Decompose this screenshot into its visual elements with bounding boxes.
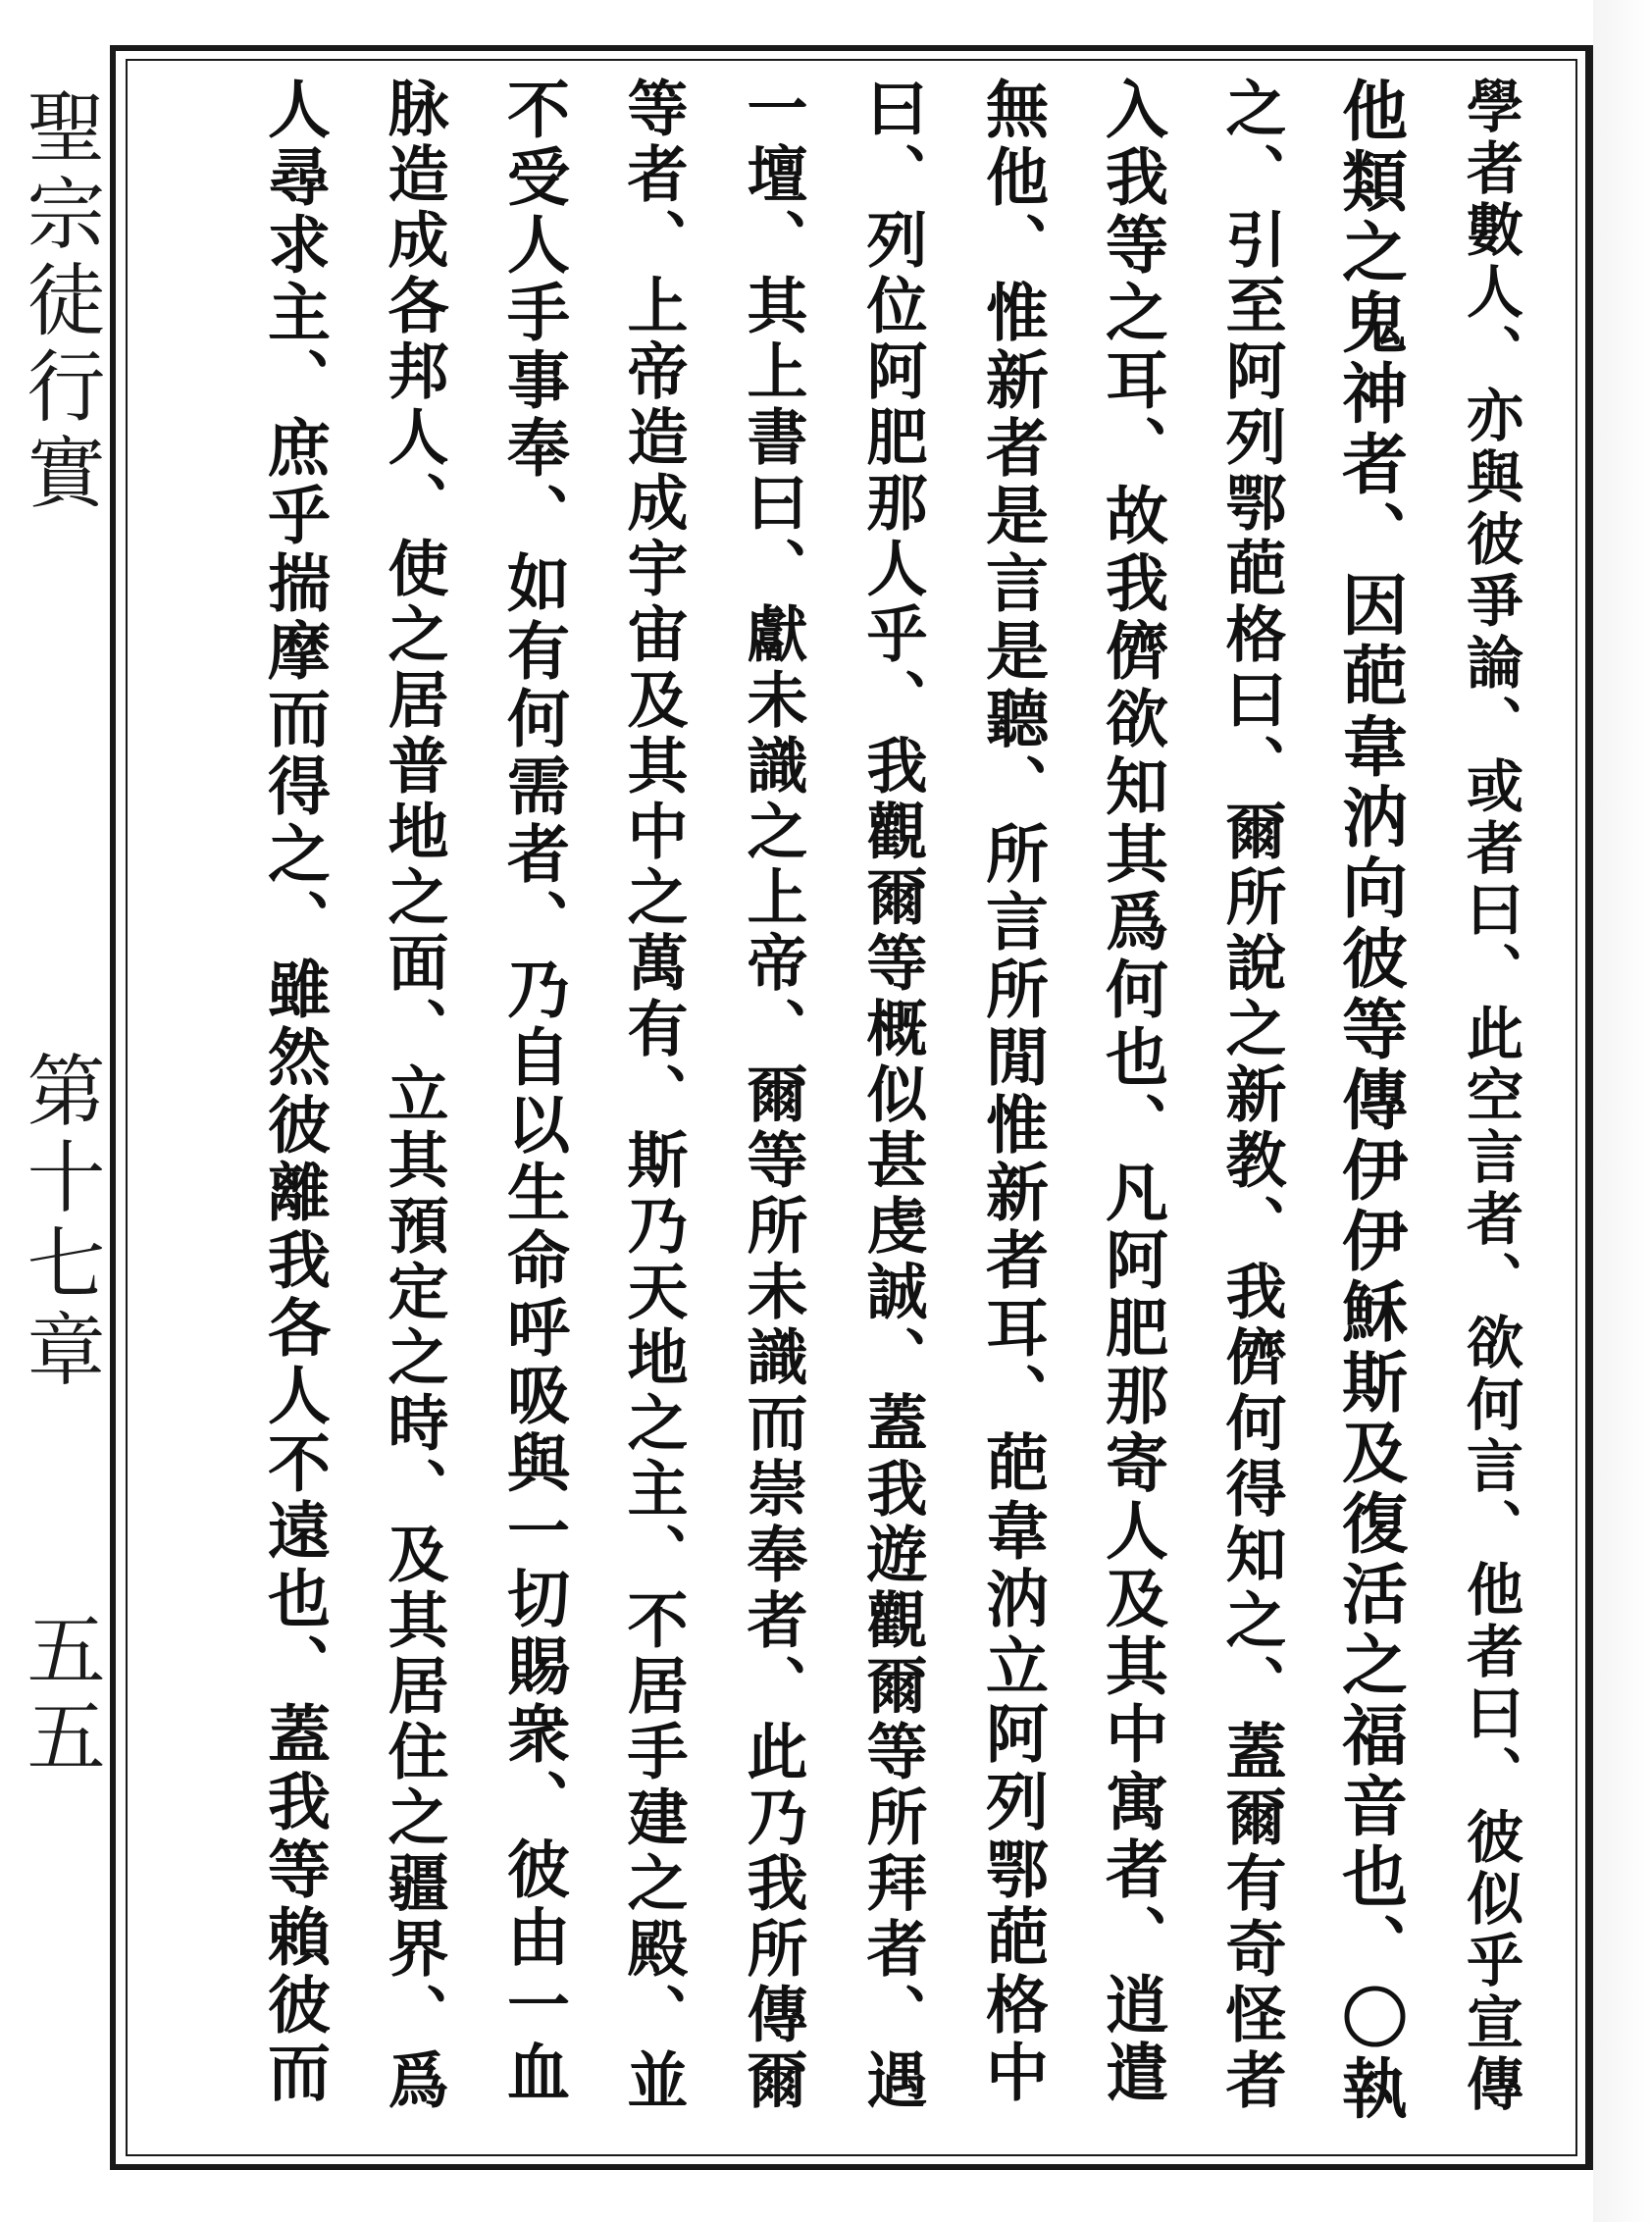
text-column-3: 之、引至阿列鄂葩格曰、爾所說之新教、我儕何得知之、蓋爾有奇怪者 [1215, 77, 1287, 2114]
text-column-11: 人尋求主、庶乎揣摩而得之、雖然彼離我各人不遠也、蓋我等賴彼而 [257, 77, 331, 2107]
text-column-5: 無他、惟新者是言是聽、所言所閒惟新者耳、葩韋汭立阿列鄂葩格中 [975, 77, 1049, 2107]
chapter-label: 第十七章 [14, 1050, 105, 1395]
text-column-2: 他類之鬼神者、因葩韋汭向彼等傳伊伊穌斯及復活之福音也、〇執 [1331, 77, 1410, 2125]
text-column-8: 等者、上帝造成宇宙及其中之萬有、斯乃天地之主、不居手建之殿、並 [617, 77, 689, 2114]
page-number: 五五 [14, 1609, 105, 1782]
page-edge-shade [1593, 0, 1652, 2222]
text-column-9: 不受人手事奉、如有何需者、乃自以生命呼吸與一切賜衆、彼由一血 [496, 77, 570, 2107]
main-text-block [147, 77, 1550, 2146]
text-column-6: 曰、列位阿肥那人乎、我觀爾等概似甚虔誠、蓋我遊觀爾等所拜者、遇 [856, 77, 928, 2114]
text-column-10: 脉造成各邦人、使之居普地之面、立其預定之時、及其居住之疆界、爲 [378, 77, 449, 2114]
text-column-7: 一壇、其上書曰、獻未識之上帝、爾等所未識而崇奉者、此乃我所傳爾 [737, 77, 808, 2114]
text-column-4: 入我等之耳、故我儕欲知其爲何也、凡阿肥那寄人及其中寓者、逍遣 [1095, 77, 1168, 2107]
running-book-title: 聖宗徒行實 [14, 86, 105, 518]
text-column-1: 學者數人、亦與彼爭論、或者曰、此空言者、欲何言、他者曰、彼似乎宣傳 [1457, 77, 1523, 2116]
